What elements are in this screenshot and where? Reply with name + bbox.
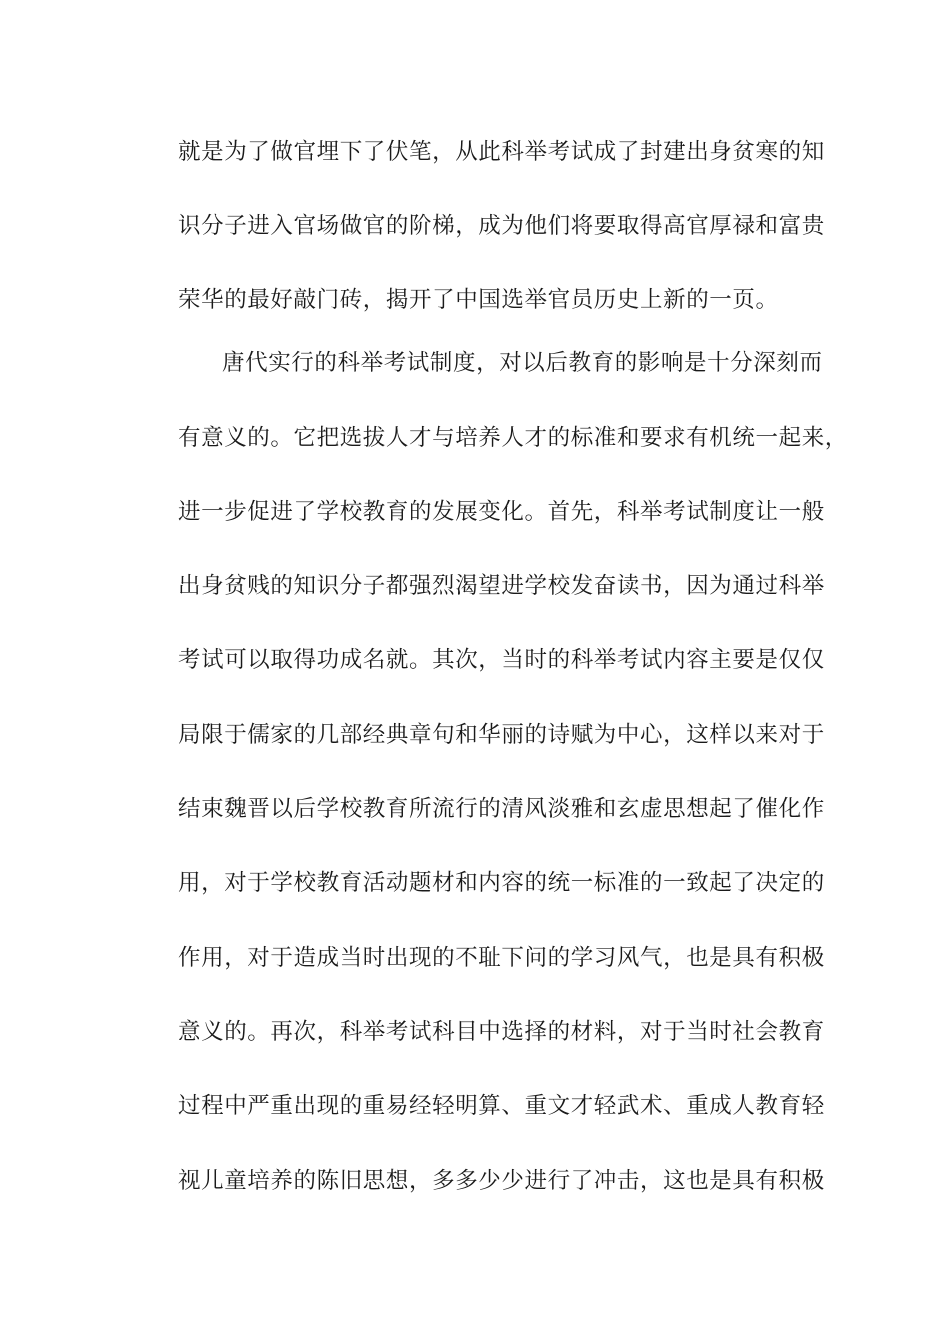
text-line: 进一步促进了学校教育的发展变化。首先，科举考试制度让一般 (178, 499, 825, 525)
text-line: 识分子进入官场做官的阶梯，成为他们将要取得高官厚禄和富贵 (178, 213, 825, 239)
text-line: 视儿童培养的陈旧思想，多多少少进行了冲击，这也是具有积极 (178, 1168, 825, 1194)
text-line: 局限于儒家的几部经典章句和华丽的诗赋为中心，这样以来对于 (178, 722, 825, 748)
text-line: 荣华的最好敲门砖，揭开了中国选举官员历史上新的一页。 (178, 287, 779, 313)
text-line: 用，对于学校教育活动题材和内容的统一标准的一致起了决定的 (178, 870, 825, 896)
text-line: 过程中严重出现的重易经轻明算、重文才轻武术、重成人教育轻 (178, 1093, 825, 1119)
text-line: 意义的。再次，科举考试科目中选择的材料，对于当时社会教育 (178, 1019, 825, 1045)
text-line: 有意义的。它把选拔人才与培养人才的标准和要求有机统一起来， (178, 425, 848, 451)
text-line: 出身贫贱的知识分子都强烈渴望进学校发奋读书，因为通过科举 (178, 573, 825, 599)
paragraph-first-line: 唐代实行的科举考试制度，对以后教育的影响是十分深刻而 (222, 350, 823, 376)
text-line: 考试可以取得功成名就。其次，当时的科举考试内容主要是仅仅 (178, 647, 825, 673)
text-line: 结束魏晋以后学校教育所流行的清风淡雅和玄虚思想起了催化作 (178, 796, 825, 822)
text-line: 就是为了做官埋下了伏笔，从此科举考试成了封建出身贫寒的知 (178, 139, 825, 165)
text-line: 作用，对于造成当时出现的不耻下问的学习风气，也是具有积极 (178, 945, 825, 971)
